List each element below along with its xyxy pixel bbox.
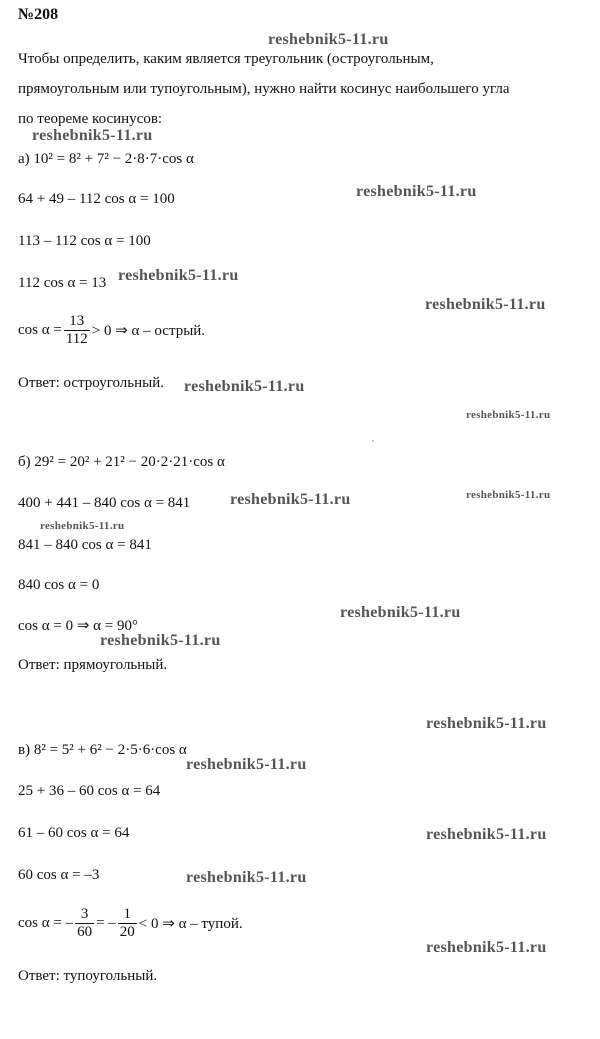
intro-line-1: Чтобы определить, каким является треугольник (остроугольным, bbox=[18, 51, 434, 67]
watermark: reshebnik5-11.ru bbox=[184, 378, 305, 395]
part-c-equation-4: 60 cos α = –3 bbox=[18, 867, 100, 883]
numerator-1: 3 bbox=[75, 906, 94, 924]
part-b-equation-5: cos α = 0 ⇒ α = 90° bbox=[18, 618, 138, 634]
part-a-answer: Ответ: остроугольный. bbox=[18, 375, 165, 391]
watermark: reshebnik5-11.ru bbox=[186, 756, 307, 773]
intro-line-3: по теореме косинусов: bbox=[18, 111, 163, 127]
watermark: reshebnik5-11.ru bbox=[425, 296, 546, 313]
watermark: reshebnik5-11.ru bbox=[268, 31, 389, 48]
watermark: reshebnik5-11.ru bbox=[426, 715, 547, 732]
watermark: reshebnik5-11.ru bbox=[32, 127, 153, 144]
fraction-1 bbox=[75, 906, 94, 941]
watermark: reshebnik5-11.ru bbox=[426, 826, 547, 843]
watermark: reshebnik5-11.ru bbox=[466, 409, 551, 421]
watermark: reshebnik5-11.ru bbox=[40, 520, 125, 532]
part-c-equation-3: 61 – 60 cos α = 64 bbox=[18, 825, 130, 841]
part-c-equation-1: в) 8² = 5² + 6² − 2·5·6·cos α bbox=[18, 742, 187, 758]
part-c-eq5-right: < 0 ⇒ α – тупой. bbox=[138, 916, 243, 932]
speck bbox=[372, 440, 374, 442]
part-b-answer: Ответ: прямоугольный. bbox=[18, 657, 168, 673]
fraction-2 bbox=[118, 906, 137, 941]
watermark: reshebnik5-11.ru bbox=[118, 267, 239, 284]
watermark: reshebnik5-11.ru bbox=[186, 869, 307, 886]
part-b-equation-2: 400 + 441 – 840 cos α = 841 bbox=[18, 495, 191, 511]
denominator: 112 bbox=[65, 331, 88, 347]
part-c-eq5-mid: = – bbox=[96, 915, 116, 931]
intro-line-2: прямоугольным или тупоугольным), нужно найти косинус наибольшего угла bbox=[18, 81, 510, 97]
denominator-2: 20 bbox=[119, 924, 135, 940]
part-b-equation-1: б) 29² = 20² + 21² − 20·2·21·cos α bbox=[18, 454, 225, 470]
part-b-equation-3: 841 – 840 cos α = 841 bbox=[18, 537, 152, 553]
part-a-eq5-right: > 0 ⇒ α – острый. bbox=[91, 323, 206, 339]
part-a-equation-2: 64 + 49 – 112 cos α = 100 bbox=[18, 191, 175, 207]
watermark: reshebnik5-11.ru bbox=[100, 632, 221, 649]
part-a-equation-3: 113 – 112 cos α = 100 bbox=[18, 233, 151, 249]
fraction bbox=[64, 313, 90, 348]
problem-number: №208 bbox=[18, 6, 59, 23]
denominator-1: 60 bbox=[77, 924, 93, 940]
part-a-eq5-left: cos α = bbox=[18, 322, 62, 338]
part-c-eq5-left: cos α = – bbox=[18, 915, 74, 931]
part-a-equation-1: а) 10² = 8² + 7² − 2·8·7·cos α bbox=[18, 151, 194, 167]
part-c-equation-5 bbox=[18, 906, 243, 941]
watermark: reshebnik5-11.ru bbox=[230, 491, 351, 508]
watermark: reshebnik5-11.ru bbox=[356, 183, 477, 200]
watermark: reshebnik5-11.ru bbox=[426, 939, 547, 956]
part-c-answer: Ответ: тупоугольный. bbox=[18, 968, 158, 984]
numerator-2: 1 bbox=[118, 906, 137, 924]
watermark: reshebnik5-11.ru bbox=[340, 604, 461, 621]
part-b-equation-4: 840 cos α = 0 bbox=[18, 577, 100, 593]
watermark: reshebnik5-11.ru bbox=[466, 489, 551, 501]
part-a-equation-5 bbox=[18, 313, 205, 348]
part-a-equation-4: 112 cos α = 13 bbox=[18, 275, 107, 291]
numerator: 13 bbox=[64, 313, 90, 331]
part-c-equation-2: 25 + 36 – 60 cos α = 64 bbox=[18, 783, 161, 799]
